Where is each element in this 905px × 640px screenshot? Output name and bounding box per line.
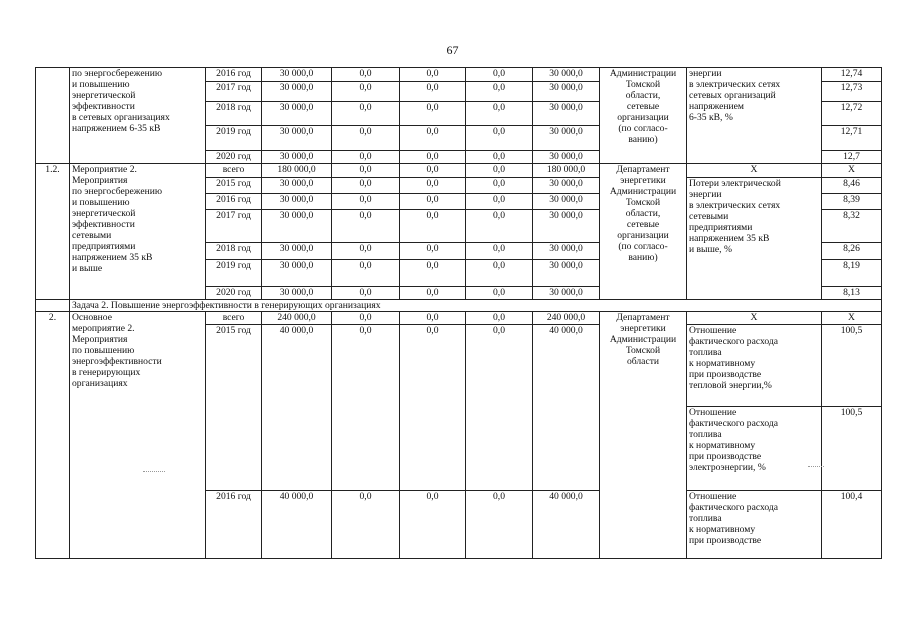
value-cell: 30 000,0 (533, 243, 600, 260)
value-cell: 30 000,0 (533, 194, 600, 210)
value-cell: 0,0 (400, 491, 466, 559)
value-cell: 0,0 (332, 164, 400, 178)
year-cell: 2019 год (206, 260, 262, 287)
x-mark: X (822, 312, 882, 325)
value-cell: 0,0 (400, 210, 466, 243)
total-cell: 240 000,0 (262, 312, 332, 325)
executor-cell: Департамент энергетики Администрации Томской области (600, 312, 687, 559)
total-cell: 30 000,0 (262, 194, 332, 210)
executor-cell: Администрации Томской области, сетевые организации (по согласо- ванию) (600, 68, 687, 164)
page-number: 67 (446, 43, 459, 57)
value-cell: 0,0 (466, 82, 533, 102)
total-cell: 30 000,0 (262, 287, 332, 300)
total-cell: 30 000,0 (262, 260, 332, 287)
value-cell: 0,0 (400, 164, 466, 178)
value-cell: 0,0 (466, 243, 533, 260)
indicator-cell: Отношение фактического расхода топлива к нормативному при производстве электроэнергии, % (687, 407, 822, 491)
value-cell: 0,0 (400, 325, 466, 491)
value-cell: 0,0 (466, 178, 533, 194)
value-cell: 0,0 (332, 68, 400, 82)
scan-artifact (808, 466, 824, 467)
indicator-value: 12,73 (822, 82, 882, 102)
value-cell: 0,0 (466, 194, 533, 210)
measure-name: Основное мероприятие 2. Мероприятия по повышению энергоэффективности в генерирующих организациях (70, 312, 206, 559)
measure-name: по энергосбережению и повышению энергетической эффективности в сетевых организациях напряжением 6-35 кВ (70, 68, 206, 164)
indicator-cell: Отношение фактического расхода топлива к нормативному при производстве (687, 491, 822, 559)
total-cell: 180 000,0 (262, 164, 332, 178)
value-cell: 180 000,0 (533, 164, 600, 178)
value-cell: 0,0 (332, 325, 400, 491)
value-cell: 0,0 (466, 68, 533, 82)
measure-name: Мероприятие 2. Мероприятия по энергосбережению и повышению энергетической эффективности сетевыми предприятиями напряжением 35 кВ и выше (70, 164, 206, 300)
year-cell: всего (206, 164, 262, 178)
value-cell: 30 000,0 (533, 287, 600, 300)
value-cell: 0,0 (332, 312, 400, 325)
program-table (35, 67, 882, 559)
year-cell: 2018 год (206, 243, 262, 260)
total-cell: 30 000,0 (262, 126, 332, 151)
value-cell: 0,0 (400, 194, 466, 210)
value-cell: 0,0 (400, 287, 466, 300)
year-cell: 2015 год (206, 178, 262, 194)
total-cell: 30 000,0 (262, 102, 332, 126)
indicator-value: 8,46 (822, 178, 882, 194)
indicator-value: 8,32 (822, 210, 882, 243)
year-cell: 2020 год (206, 287, 262, 300)
value-cell: 30 000,0 (533, 82, 600, 102)
total-cell: 30 000,0 (262, 178, 332, 194)
value-cell: 0,0 (466, 260, 533, 287)
year-cell: 2018 год (206, 102, 262, 126)
indicator-value: 12,72 (822, 102, 882, 126)
year-cell: 2015 год (206, 325, 262, 491)
indicator-value: 100,5 (822, 325, 882, 407)
value-cell: 0,0 (466, 210, 533, 243)
value-cell: 30 000,0 (533, 210, 600, 243)
row-number-cell (36, 68, 70, 164)
indicator-cell: энергии в электрических сетях сетевых организаций напряжением 6-35 кВ, % (687, 68, 822, 164)
value-cell: 0,0 (332, 210, 400, 243)
year-cell: 2019 год (206, 126, 262, 151)
indicator-value: 12,71 (822, 126, 882, 151)
value-cell: 0,0 (466, 287, 533, 300)
table-row (36, 312, 882, 325)
value-cell: 0,0 (400, 68, 466, 82)
value-cell: 40 000,0 (533, 325, 600, 491)
x-mark: X (687, 312, 822, 325)
table-row (36, 300, 882, 312)
value-cell: 0,0 (332, 287, 400, 300)
value-cell: 0,0 (332, 82, 400, 102)
year-cell: 2017 год (206, 82, 262, 102)
x-mark: X (687, 164, 822, 178)
total-cell: 30 000,0 (262, 243, 332, 260)
total-cell: 30 000,0 (262, 68, 332, 82)
value-cell: 0,0 (332, 126, 400, 151)
value-cell: 0,0 (400, 178, 466, 194)
value-cell: 40 000,0 (533, 491, 600, 559)
indicator-value: 100,4 (822, 491, 882, 559)
value-cell: 0,0 (400, 312, 466, 325)
value-cell: 30 000,0 (533, 260, 600, 287)
value-cell: 0,0 (332, 243, 400, 260)
indicator-value: 8,26 (822, 243, 882, 260)
value-cell: 0,0 (400, 82, 466, 102)
table-row (36, 68, 882, 82)
indicator-value: 12,74 (822, 68, 882, 82)
value-cell: 30 000,0 (533, 68, 600, 82)
value-cell: 0,0 (332, 178, 400, 194)
indicator-value: 12,7 (822, 151, 882, 164)
value-cell: 0,0 (400, 102, 466, 126)
value-cell: 30 000,0 (533, 151, 600, 164)
value-cell: 0,0 (466, 126, 533, 151)
value-cell: 0,0 (466, 102, 533, 126)
value-cell: 0,0 (332, 151, 400, 164)
value-cell: 30 000,0 (533, 126, 600, 151)
row-number-cell: 1.2. (36, 164, 70, 300)
value-cell: 30 000,0 (533, 102, 600, 126)
total-cell: 30 000,0 (262, 151, 332, 164)
value-cell: 0,0 (400, 260, 466, 287)
value-cell: 0,0 (400, 243, 466, 260)
executor-cell: Департамент энергетики Администрации Томской области, сетевые организации (по согласо- ванию) (600, 164, 687, 300)
indicator-cell: Потери электрической энергии в электрических сетях сетевыми предприятиями напряжением 35 кВ и выше, % (687, 178, 822, 300)
row-number-cell: 2. (36, 312, 70, 559)
year-cell: 2016 год (206, 491, 262, 559)
value-cell: 0,0 (466, 164, 533, 178)
total-cell: 30 000,0 (262, 82, 332, 102)
indicator-cell: Отношение фактического расхода топлива к нормативному при производстве тепловой энергии,% (687, 325, 822, 407)
total-cell: 40 000,0 (262, 491, 332, 559)
total-cell: 30 000,0 (262, 210, 332, 243)
value-cell: 0,0 (332, 491, 400, 559)
year-cell: 2016 год (206, 68, 262, 82)
task-heading: Задача 2. Повышение энергоэффективности в генерирующих организациях (70, 300, 882, 312)
value-cell: 0,0 (400, 126, 466, 151)
value-cell: 0,0 (332, 102, 400, 126)
value-cell: 0,0 (332, 194, 400, 210)
year-cell: 2017 год (206, 210, 262, 243)
table-row (36, 164, 882, 178)
indicator-value: 8,19 (822, 260, 882, 287)
value-cell: 0,0 (466, 491, 533, 559)
value-cell: 30 000,0 (533, 178, 600, 194)
indicator-value: 8,13 (822, 287, 882, 300)
scan-artifact (143, 471, 165, 472)
indicator-value: 100,5 (822, 407, 882, 491)
value-cell: 0,0 (466, 325, 533, 491)
indicator-value: 8,39 (822, 194, 882, 210)
total-cell: 40 000,0 (262, 325, 332, 491)
value-cell: 0,0 (466, 312, 533, 325)
row-number-cell (36, 300, 70, 312)
year-cell: 2016 год (206, 194, 262, 210)
value-cell: 0,0 (332, 260, 400, 287)
x-mark: X (822, 164, 882, 178)
year-cell: 2020 год (206, 151, 262, 164)
value-cell: 0,0 (400, 151, 466, 164)
year-cell: всего (206, 312, 262, 325)
value-cell: 240 000,0 (533, 312, 600, 325)
value-cell: 0,0 (466, 151, 533, 164)
